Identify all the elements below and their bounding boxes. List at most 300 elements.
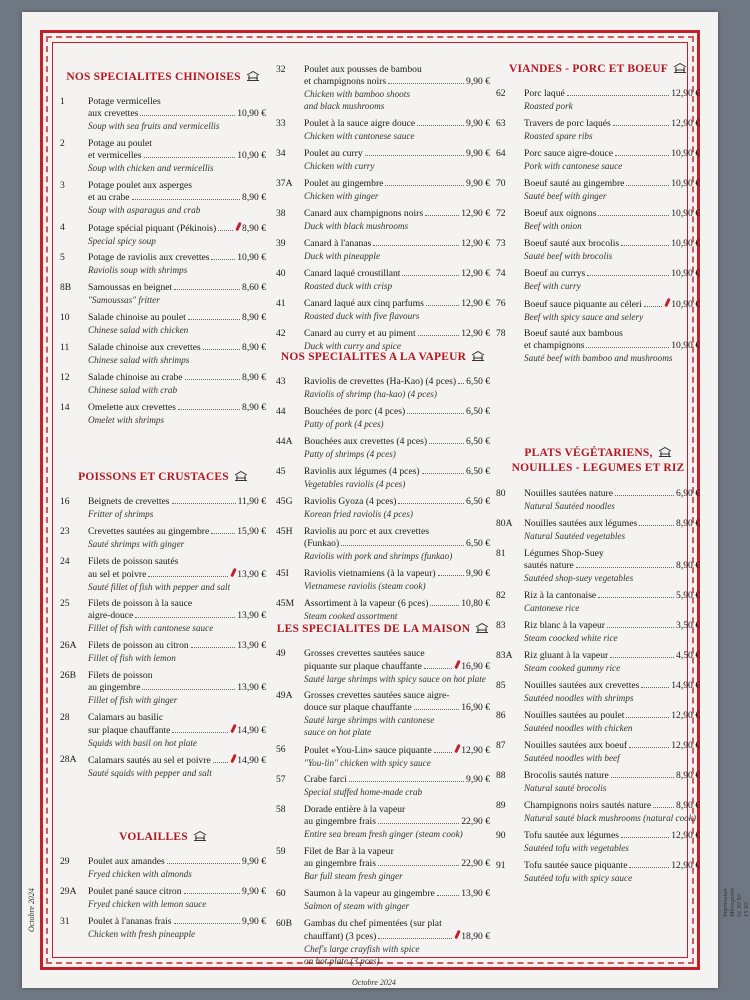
- item-name: Poulet à la sauce aigre douce: [304, 118, 416, 129]
- item-body: [304, 208, 490, 232]
- item-name: Nouilles sautées au poulet: [524, 710, 625, 721]
- leader-dots: [402, 275, 459, 276]
- item-price: 10,90 €: [671, 208, 700, 219]
- item-name: Canard laqué croustillant: [304, 268, 401, 279]
- item-number: 45G: [276, 496, 293, 507]
- item-number: 37A: [276, 178, 293, 189]
- leader-dots: [429, 443, 464, 444]
- item-body: [524, 238, 700, 262]
- item-name: Grosses crevettes sautées sauce: [304, 648, 425, 659]
- item-translation: Special stuffed home-made crab: [304, 787, 423, 797]
- footer-date-bottom: Octobre 2024: [352, 978, 396, 987]
- item-name: Raviolis de crevettes (Ha-Kao) (4 pces): [304, 376, 457, 387]
- item-translation: Natural sauté black mushrooms (natural cook): [524, 813, 696, 823]
- menu-item: [496, 620, 700, 644]
- item-translation: Patty of pork (4 pces): [304, 419, 384, 429]
- item-body: [88, 856, 266, 880]
- section-title: [60, 70, 266, 85]
- item-name: Potage poulet aux asperges: [88, 180, 192, 191]
- item-price: 6,50 €: [466, 538, 490, 549]
- item-name: Raviolis Gyoza (4 pces): [304, 496, 397, 507]
- item-number: 60B: [276, 918, 292, 929]
- item-number: 12: [60, 372, 70, 383]
- item-price: 13,90 €: [237, 682, 266, 693]
- item-name-line: [88, 402, 266, 414]
- menu-item: [276, 846, 490, 882]
- item-translation: Beef with curry: [524, 281, 581, 291]
- item-name: Boeuf sauté aux bambous: [524, 328, 623, 339]
- item-name-line: [304, 178, 490, 190]
- item-body: [88, 96, 266, 132]
- leader-dots: [438, 575, 464, 576]
- item-translation: Steam cooked gummy rice: [524, 663, 621, 673]
- menu-item: [276, 376, 490, 400]
- item-price: 12,90 €: [461, 208, 490, 219]
- item-translation: Vegetables raviolis (4 pces): [304, 479, 406, 489]
- item-name-line: [304, 918, 490, 930]
- item-name: Boeuf sauté au gingembre: [524, 178, 625, 189]
- leader-dots: [422, 473, 464, 474]
- item-name-line: [524, 560, 700, 572]
- item-name: Potage vermicelles: [88, 96, 161, 107]
- item-translation: Chicken with ginger: [304, 191, 379, 201]
- item-name-line: [88, 724, 266, 737]
- item-body: [88, 526, 266, 550]
- item-number: 60: [276, 888, 286, 899]
- menu-item: [60, 754, 266, 779]
- leader-dots: [418, 335, 460, 336]
- item-body: [304, 744, 490, 769]
- item-translation: Duck with pineapple: [304, 251, 381, 261]
- item-name: Potage spécial piquant (Pékinois): [88, 223, 217, 234]
- item-name: Filet de Bar à la vapeur: [304, 846, 394, 857]
- item-name: Calamars sautés au sel et poivre: [88, 755, 211, 766]
- leader-dots: [172, 503, 236, 504]
- item-translation: Roasted duck with five flavours: [304, 311, 420, 321]
- leader-dots: [615, 155, 669, 156]
- leader-dots: [142, 689, 235, 690]
- menu-sheet: [22, 12, 750, 988]
- menu-item: [60, 712, 266, 749]
- item-name-line: [304, 816, 490, 828]
- footer-date-left: Octobre 2024: [27, 888, 36, 932]
- item-body: [88, 670, 266, 706]
- item-translation: Fryed chicken with almonds: [88, 869, 192, 879]
- item-name: Assortiment à la vapeur (6 pces): [304, 598, 429, 609]
- item-body: [304, 888, 490, 912]
- menu-item: [276, 526, 490, 562]
- menu-item: [276, 208, 490, 232]
- section-title-text-2: NOUILLES - LEGUMES ET RIZ: [511, 462, 685, 474]
- item-price: 12,90 €: [671, 88, 700, 99]
- menu-item: [60, 598, 266, 634]
- item-body: [88, 402, 266, 426]
- item-number: 10: [60, 312, 70, 323]
- menu-item: [60, 496, 266, 520]
- menu-item: [276, 744, 490, 769]
- item-name: Saumon à la vapeur au gingembre: [304, 888, 435, 899]
- item-body: [524, 268, 700, 292]
- item-body: [88, 342, 266, 366]
- item-translation: Sauté beef with brocolis: [524, 251, 613, 261]
- item-translation: Roasted spare ribs: [524, 131, 593, 141]
- item-number: 38: [276, 208, 286, 219]
- item-body: [88, 598, 266, 634]
- item-translation: Chinese salad with shrimps: [88, 355, 190, 365]
- item-name: Tofu sautée aux légumes: [524, 830, 619, 841]
- item-price: 6,50 €: [466, 376, 491, 387]
- item-price: 8,90 €: [242, 402, 266, 413]
- leader-dots: [458, 383, 464, 384]
- section-title-text: PLATS VÉGÉTARIENS,: [524, 447, 653, 459]
- item-name-line: [304, 888, 490, 900]
- item-number: 33: [276, 118, 286, 129]
- item-number: 87: [496, 740, 506, 751]
- item-price: 6,50 €: [466, 436, 490, 447]
- item-translation: Sautéed tofu with vegetables: [524, 843, 629, 853]
- item-body: [524, 830, 700, 854]
- item-translation: Steam coocked white rice: [524, 633, 618, 643]
- item-price: 12,90 €: [461, 268, 490, 279]
- item-name-line: [88, 568, 266, 581]
- item-name-line: [88, 192, 266, 204]
- leader-dots: [365, 155, 464, 156]
- menu-item: [496, 178, 700, 202]
- leader-dots: [653, 807, 674, 808]
- item-name-line: [524, 178, 700, 190]
- chili-icon: [230, 754, 237, 763]
- item-name: Nouilles sautées aux boeuf: [524, 740, 628, 751]
- menu-item: [276, 148, 490, 172]
- item-body: [524, 298, 700, 323]
- leader-dots: [185, 379, 240, 380]
- menu-item: [276, 918, 490, 967]
- leader-dots: [218, 230, 233, 231]
- item-translation: on hot plate (3 pces): [304, 956, 380, 966]
- menu-item: [496, 488, 700, 512]
- item-price: 12,90 €: [461, 238, 490, 249]
- menu-item: [276, 298, 490, 322]
- item-name-line: [524, 680, 700, 692]
- item-name-line: [524, 590, 700, 602]
- leader-dots: [626, 185, 669, 186]
- item-body: [304, 568, 490, 592]
- chili-icon: [230, 568, 237, 577]
- item-body: [524, 208, 700, 232]
- item-number: 45H: [276, 526, 293, 537]
- item-price: 8,90 €: [242, 342, 266, 353]
- item-price: 9,90 €: [466, 76, 490, 87]
- item-price: 16,90 €: [461, 702, 490, 713]
- item-name-line: [304, 376, 490, 388]
- menu-item: [60, 670, 266, 706]
- item-name-line: [304, 298, 490, 310]
- item-number: 63: [496, 118, 506, 129]
- item-price: 13,90 €: [237, 569, 266, 580]
- item-price: 14,90 €: [671, 680, 700, 691]
- menu-item: [496, 710, 700, 734]
- leader-dots: [417, 125, 464, 126]
- leader-dots: [613, 125, 669, 126]
- item-number: 78: [496, 328, 506, 339]
- item-name-line: [88, 754, 266, 767]
- item-price: 12,90 €: [671, 118, 700, 129]
- item-name-line: [304, 702, 490, 714]
- item-body: [524, 118, 700, 142]
- menu-item: [276, 804, 490, 840]
- item-name-line: [304, 846, 490, 858]
- item-name: Légumes Shop-Suey: [524, 548, 604, 559]
- leader-dots: [424, 668, 452, 669]
- leader-dots: [349, 781, 464, 782]
- item-body: [524, 488, 700, 512]
- item-number: 28: [60, 712, 70, 723]
- item-name-line: [304, 436, 490, 448]
- leader-dots: [610, 657, 674, 658]
- item-number: 86: [496, 710, 506, 721]
- item-name-line: [88, 916, 266, 928]
- item-body: [524, 548, 700, 584]
- menu-item: [276, 406, 490, 430]
- item-number: 28A: [60, 754, 77, 765]
- menu-item: [276, 118, 490, 142]
- item-price: 6,50 €: [466, 466, 490, 477]
- item-body: [88, 138, 266, 174]
- item-name-line: [88, 180, 266, 192]
- item-body: [524, 620, 700, 644]
- item-number: 64: [496, 148, 506, 159]
- item-translation: Soup with sea fruits and vermicellis: [88, 121, 220, 131]
- item-number: 16: [60, 496, 70, 507]
- menu-item: [496, 148, 700, 172]
- item-number: 5: [60, 252, 65, 263]
- item-number: 24: [60, 556, 70, 567]
- chili-icon: [235, 222, 242, 231]
- item-name: Raviolis au porc et aux crevettes: [304, 526, 429, 537]
- item-name-line: [524, 518, 700, 530]
- item-name: Crabe farci: [304, 774, 347, 785]
- item-translation: Squids with basil on hot plate: [88, 738, 197, 748]
- item-name: sur plaque chauffante: [88, 725, 171, 736]
- item-name-line: [524, 328, 700, 340]
- item-name: Brocolis sautés nature: [524, 770, 609, 781]
- item-price: 12,90 €: [461, 745, 490, 756]
- item-body: [88, 372, 266, 396]
- item-name: Riz à la cantonaise: [524, 590, 597, 601]
- menu-item: [60, 402, 266, 426]
- item-body: [304, 298, 490, 322]
- item-number: 49: [276, 648, 286, 659]
- item-name-line: [304, 568, 490, 580]
- item-number: 26A: [60, 640, 77, 651]
- item-price: 9,90 €: [466, 148, 490, 159]
- item-price: 6,50 €: [466, 406, 490, 417]
- item-price: 5,90 €: [676, 590, 700, 601]
- item-name-line: [524, 488, 700, 500]
- item-name-line: [88, 312, 266, 324]
- item-name-line: [88, 252, 266, 264]
- item-number: 57: [276, 774, 286, 785]
- item-translation: Korean fried raviolis (4 pces): [304, 509, 413, 519]
- item-name: piquante sur plaque chauffante: [304, 661, 422, 672]
- item-name-line: [88, 886, 266, 898]
- item-price: 8,90 €: [242, 372, 266, 383]
- item-name-line: [88, 282, 266, 294]
- item-name: Gambas du chef pimentées (sur plat: [304, 918, 442, 929]
- section-title-text: VOLAILLES: [119, 831, 188, 843]
- item-name: Riz blanc à la vapeur: [524, 620, 605, 631]
- menu-item: [496, 830, 700, 854]
- item-body: [524, 680, 700, 704]
- leader-dots: [629, 867, 669, 868]
- item-name-line: [304, 744, 490, 757]
- item-translation: Special spicy soup: [88, 236, 156, 246]
- item-price: 8,90 €: [676, 560, 700, 571]
- item-price: 9,90 €: [466, 118, 490, 129]
- menu-item: [60, 556, 266, 593]
- item-number: 41: [276, 298, 286, 309]
- item-name: sautés nature: [524, 560, 574, 571]
- item-name: Bouchées de porc (4 pces): [304, 406, 406, 417]
- item-body: [304, 526, 490, 562]
- item-name-line: [524, 860, 700, 872]
- leader-dots: [213, 762, 228, 763]
- item-body: [304, 846, 490, 882]
- item-translation: Sauté beef with ginger: [524, 191, 607, 201]
- item-body: [524, 740, 700, 764]
- item-translation: Roasted duck with crisp: [304, 281, 393, 291]
- item-body: [88, 496, 266, 520]
- item-name-line: [524, 148, 700, 160]
- item-number: 45I: [276, 568, 289, 579]
- item-translation: Salmon of steam with ginger: [304, 901, 410, 911]
- pagoda-icon: [193, 831, 207, 841]
- menu-item: [276, 690, 490, 738]
- item-number: 34: [276, 148, 286, 159]
- leader-dots: [191, 647, 235, 648]
- item-name: Porc laqué: [524, 88, 565, 99]
- item-price: 10,90 €: [671, 299, 700, 310]
- item-price: 8,60 €: [242, 282, 266, 293]
- menu-item: [276, 496, 490, 520]
- pagoda-icon: [246, 71, 260, 81]
- item-body: [304, 496, 490, 520]
- item-body: [304, 118, 490, 142]
- leader-dots: [615, 495, 674, 496]
- item-name-line: [304, 118, 490, 130]
- item-price: 9,90 €: [242, 916, 266, 927]
- pagoda-icon: [658, 447, 672, 457]
- item-body: [304, 804, 490, 840]
- menu-item: [60, 252, 266, 276]
- item-translation: Patty of shrimps (4 pces): [304, 449, 396, 459]
- item-name-line: [524, 740, 700, 752]
- item-name-line: [88, 556, 266, 568]
- section-title-text: LES SPECIALITES DE LA MAISON: [276, 623, 471, 635]
- menu-item: [60, 96, 266, 132]
- item-price: 16,90 €: [461, 661, 490, 672]
- item-number: 91: [496, 860, 506, 871]
- menu-item: [496, 238, 700, 262]
- item-name-line: [88, 610, 266, 622]
- item-body: [88, 222, 266, 247]
- item-name: aux crevettes: [88, 108, 139, 119]
- leader-dots: [188, 319, 240, 320]
- item-translation: Sauté large shrimps with spicy sauce on hot plate: [304, 674, 486, 684]
- item-number: 4: [60, 222, 65, 233]
- item-price: 9,90 €: [242, 856, 266, 867]
- menu-item: [496, 118, 700, 142]
- leader-dots: [639, 525, 674, 526]
- item-body: [304, 406, 490, 430]
- menu-item: [496, 590, 700, 614]
- pagoda-icon: [673, 63, 687, 73]
- item-translation: Fritter of shrimps: [88, 509, 154, 519]
- menu-item: [60, 856, 266, 880]
- leader-dots: [378, 865, 459, 866]
- menu-item: [496, 650, 700, 674]
- item-body: [304, 436, 490, 460]
- menu-item: [496, 800, 700, 824]
- item-body: [524, 710, 700, 734]
- item-name-line: [88, 222, 266, 235]
- item-translation: Fillet of fish with ginger: [88, 695, 178, 705]
- item-name: Raviolis vietnamiens (à la vapeur): [304, 568, 436, 579]
- item-name: Salade chinoise au poulet: [88, 312, 186, 323]
- item-translation: Beef with spicy sauce and selery: [524, 312, 644, 322]
- item-name-line: [88, 712, 266, 724]
- leader-dots: [567, 95, 669, 96]
- menu-item: [276, 268, 490, 292]
- item-name: Dorade entière à la vapeur: [304, 804, 406, 815]
- item-price: 12,90 €: [461, 328, 490, 339]
- item-name: Poulet aux pousses de bambou: [304, 64, 422, 75]
- item-body: [304, 64, 490, 112]
- item-name-line: [88, 108, 266, 120]
- menu-item: [276, 648, 490, 685]
- item-body: [524, 860, 700, 884]
- menu-item: [496, 518, 700, 542]
- item-body: [524, 800, 700, 824]
- section-title: [276, 350, 490, 365]
- item-name: Grosses crevettes sautées sauce aigre-: [304, 690, 450, 701]
- menu-item: [60, 342, 266, 366]
- item-price: 12,90 €: [671, 740, 700, 751]
- menu-item: [276, 888, 490, 912]
- item-name: Nouilles sautées aux légumes: [524, 518, 638, 529]
- item-body: [88, 180, 266, 216]
- item-price: 18,90 €: [461, 931, 490, 942]
- item-price: 10,90 €: [671, 238, 700, 249]
- item-name-line: [304, 526, 490, 538]
- menu-item: [496, 548, 700, 584]
- item-price: 12,90 €: [671, 830, 700, 841]
- item-translation: Sauté fillet of fish with pepper and salt: [88, 582, 231, 592]
- item-translation: Duck with curry and spice: [304, 341, 401, 351]
- item-translation: Natural sauté brocolis: [524, 783, 607, 793]
- item-name: Riz gluant à la vapeur: [524, 650, 609, 661]
- leader-dots: [184, 893, 241, 894]
- leader-dots: [174, 289, 240, 290]
- item-body: [524, 770, 700, 794]
- item-number: 81: [496, 548, 506, 559]
- item-body: [524, 328, 700, 364]
- item-number: 83: [496, 620, 506, 631]
- menu-item: [276, 466, 490, 490]
- item-translation: Chinese salad with chicken: [88, 325, 189, 335]
- leader-dots: [132, 199, 240, 200]
- item-number: 82: [496, 590, 506, 601]
